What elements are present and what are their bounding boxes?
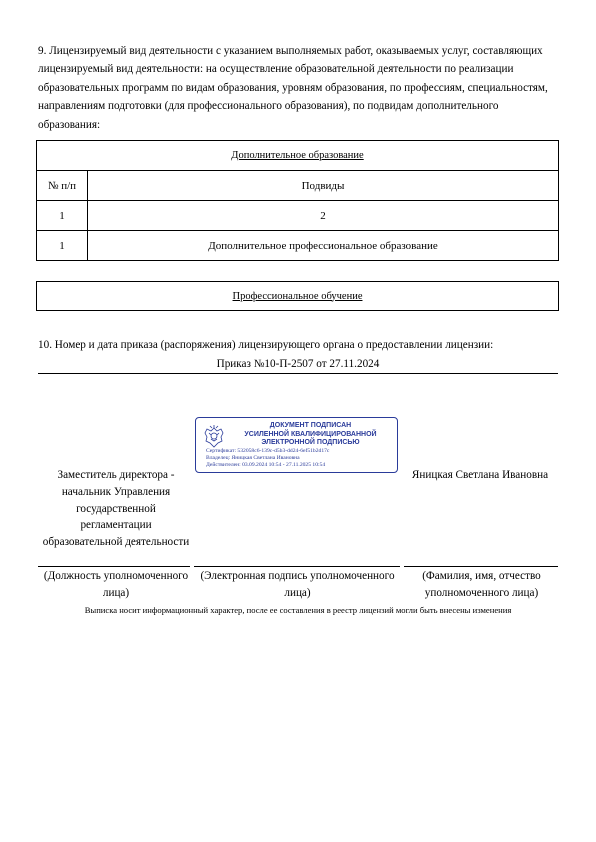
stamp-header-line: ЭЛЕКТРОННОЙ ПОДПИСЬЮ	[261, 439, 360, 447]
position-line	[38, 566, 190, 567]
table-cell: 2	[88, 201, 559, 231]
footer-note: Выписка носит информационный характер, после ее составления в реестр лицензий могли быть внесены изменения	[84, 605, 512, 615]
stamp-header-line: УСИЛЕННОЙ КВАЛИФИЦИРОВАННОЙ	[244, 430, 377, 438]
table-header-row	[37, 171, 559, 201]
table-title-row	[37, 141, 559, 171]
professional-training-table	[36, 281, 559, 311]
signatory-position: Заместитель директора - начальник Управления государственной регламентации образовательной деятельности	[42, 469, 190, 549]
table-row	[37, 201, 559, 231]
signature-caption: (Электронная подпись уполномоченного лица)	[200, 570, 395, 599]
signature-line	[194, 566, 400, 567]
table-row	[37, 231, 559, 261]
order-underline	[38, 373, 558, 374]
name-line	[404, 566, 558, 567]
column-header-subtypes: Подвиды	[88, 171, 559, 201]
stamp-validity: Действителен: 03.09.2024 10:54 - 27.11.2025 10:54	[206, 462, 326, 468]
table-title-text: Дополнительное образование	[231, 150, 364, 161]
table-title-row	[37, 282, 559, 311]
table-cell: 1	[37, 231, 88, 261]
position-caption: (Должность уполномоченного лица)	[43, 570, 189, 599]
stamp-certificate: Сертификат: 532058c6-139c-d5b3-dd24-6ef51b2d17c	[206, 448, 330, 454]
table-title-text: Профессиональное обучение	[232, 290, 363, 302]
table-title	[37, 282, 559, 311]
stamp-header	[228, 422, 393, 448]
signatory-name: Яницкая Светлана Ивановна	[411, 469, 549, 481]
additional-education-table	[36, 140, 559, 261]
name-caption: (Фамилия, имя, отчество уполномоченного лица)	[422, 570, 541, 599]
coat-of-arms-icon	[201, 424, 227, 450]
table-cell: 1	[37, 201, 88, 231]
column-header-number: № п/п	[37, 171, 88, 201]
table-title	[37, 141, 559, 171]
table-cell: Дополнительное профессиональное образование	[88, 231, 559, 261]
section-10-text: 10. Номер и дата приказа (распоряжения) лицензирующего органа о предоставлении лицензии:	[38, 339, 494, 351]
stamp-header-line: ДОКУМЕНТ ПОДПИСАН	[269, 422, 352, 429]
stamp-owner: Владелец: Яницкая Светлана Ивановна	[206, 455, 300, 461]
e-signature-stamp	[195, 417, 398, 473]
order-number: Приказ №10-П-2507 от 27.11.2024	[216, 358, 380, 370]
section-9-text: 9. Лицензируемый вид деятельности с указанием выполняемых работ, оказываемых услуг, составляющих лицензируемый вид деятельности: на осуществление образовательной деятельности по реализации образовательных программ по видам образования, уровням образования, по профессиям, специальностям, направлениям подготовки (для профессионального образования), по подвидам дополнительного образования:	[38, 45, 548, 131]
